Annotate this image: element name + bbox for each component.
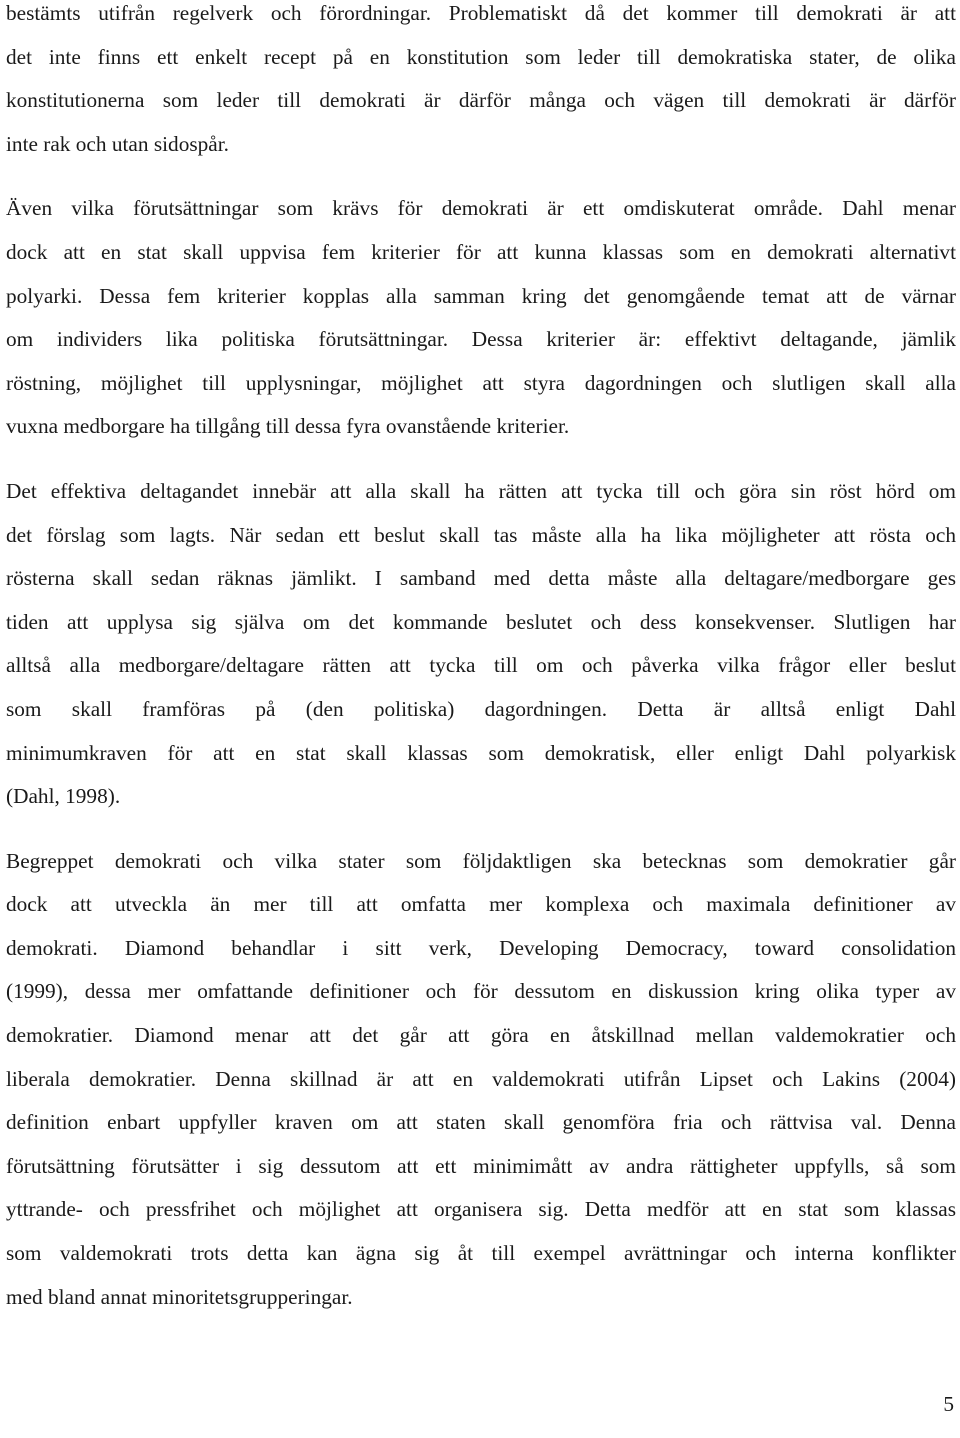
text-line: polyarki. Dessa fem kriterier kopplas alla samman kring det genomgående temat att de värnar [6, 283, 956, 308]
text-line: demokratier. Diamond menar att det går att göra en åtskillnad mellan valdemokratier och [6, 1023, 956, 1048]
text-line: dock att utveckla än mer till att omfatta mer komplexa och maximala definitioner av [6, 892, 956, 917]
text-line: med bland annat minoritetsgrupperingar. [6, 1284, 353, 1309]
text-line: liberala demokratier. Denna skillnad är att en valdemokrati utifrån Lipset och Lakins (2004) [6, 1066, 956, 1091]
text-line: (Dahl, 1998). [6, 784, 121, 809]
text-line: rösterna skall sedan räknas jämlikt. I samband med detta måste alla deltagare/medborgare ges [6, 566, 956, 591]
text-line: förutsättning förutsätter i sig dessutom att ett minimimått av andra rättigheter uppfylls, så som [6, 1153, 956, 1178]
text-line: Även vilka förutsättningar som krävs för demokrati är ett omdiskuterat område. Dahl menar [6, 196, 956, 221]
text-line: minimumkraven för att en stat skall klassas som demokratisk, eller enligt Dahl polyarkisk [6, 740, 956, 765]
paragraph-spacer [6, 449, 956, 470]
text-line: demokrati. Diamond behandlar i sitt verk, Developing Democracy, toward consolidation [6, 935, 956, 960]
text-line: (1999), dessa mer omfattande definitioner och för dessutom en diskussion kring olika typer av [6, 979, 956, 1004]
text-line: alltså alla medborgare/deltagare rätten att tycka till om och påverka vilka frågor eller beslut [6, 653, 956, 678]
text-line: det förslag som lagts. När sedan ett beslut skall tas måste alla ha lika möjligheter att rösta och [6, 522, 956, 547]
text-line: det inte finns ett enkelt recept på en konstitution som leder till demokratiska stater, de olika [6, 44, 956, 69]
text-line: vuxna medborgare ha tillgång till dessa fyra ovanstående kriterier. [6, 414, 570, 439]
text-line: definition enbart uppfyller kraven om att staten skall genomföra fria och rättvisa val. Denna [6, 1110, 956, 1135]
text-line: Det effektiva deltagandet innebär att alla skall ha rätten att tycka till och göra sin röst hörd om [6, 478, 956, 503]
text-line: om individers lika politiska förutsättningar. Dessa kriterier är: effektivt deltagande, jämlik [6, 327, 956, 352]
body-text [6, 0, 956, 1319]
text-line: Begreppet demokrati och vilka stater som följdaktligen ska betecknas som demokratier går [6, 848, 956, 873]
text-line: röstning, möjlighet till upplysningar, möjlighet att styra dagordningen och slutligen skall alla [6, 370, 956, 395]
text-line: tiden att upplysa sig själva om det kommande beslutet och dess konsekvenser. Slutligen har [6, 609, 956, 634]
page-number: 5 [943, 1392, 954, 1416]
paragraph-spacer [6, 166, 956, 187]
paragraph [6, 187, 956, 449]
text-line: som valdemokrati trots detta kan ägna sig åt till exempel avrättningar och interna konflikter [6, 1241, 956, 1266]
text-line: konstitutionerna som leder till demokrati är därför många och vägen till demokrati är därför [6, 88, 956, 113]
text-line: bestämts utifrån regelverk och förordningar. Problematiskt då det kommer till demokrati är att [6, 1, 956, 25]
text-line: inte rak och utan sidospår. [6, 131, 229, 156]
paragraph [6, 840, 956, 1320]
paragraph [6, 0, 956, 166]
text-line: yttrande- och pressfrihet och möjlighet att organisera sig. Detta medför att en stat som klassas [6, 1197, 956, 1222]
text-line: dock att en stat skall uppvisa fem kriterier för att kunna klassas som en demokrati alternativt [6, 239, 956, 264]
text-line: som skall framföras på (den politiska) dagordningen. Detta är alltså enligt Dahl [6, 696, 956, 721]
paragraph [6, 470, 956, 819]
paragraph-spacer [6, 819, 956, 840]
